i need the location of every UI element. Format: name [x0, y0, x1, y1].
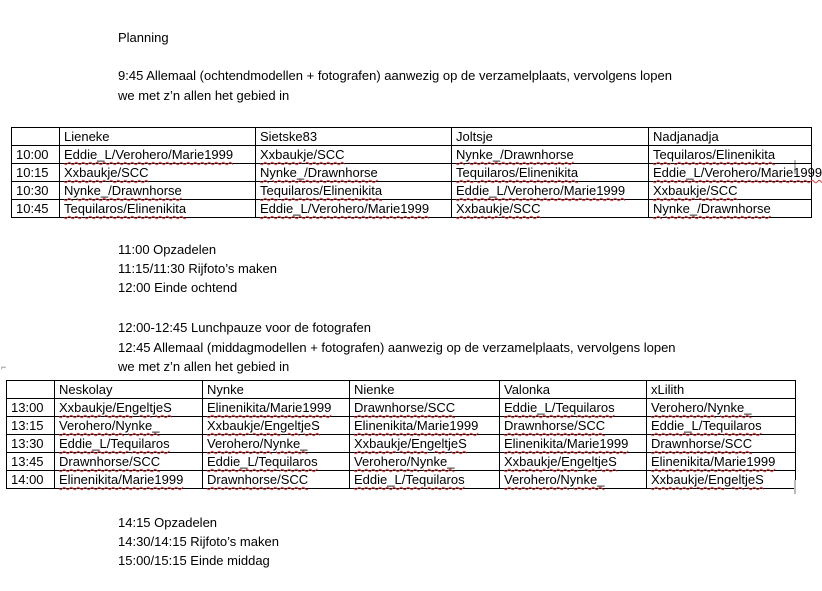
header-cell: xLilith	[647, 381, 796, 399]
table-anchor-marker: ⌐	[1, 362, 7, 372]
assignment-cell: Verohero/Nynke_	[55, 417, 203, 435]
time-cell: 13:00	[7, 399, 55, 417]
assignment-cell: Xxbaukje/SCC	[256, 146, 452, 164]
table-header-row	[12, 128, 812, 146]
assignment-cell: Drawnhorse/SCC	[55, 453, 203, 471]
assignment-cell: Elinenikita/Marie1999	[500, 435, 647, 453]
riding-photos-morning: 11:15/11:30 Rijfoto’s maken	[118, 261, 277, 276]
riding-photos-afternoon: 14:30/14:15 Rijfoto’s maken	[118, 534, 279, 549]
assignment-cell: Eddie_L/Verohero/Marie1999	[649, 164, 812, 182]
assignment-cell: Xxbaukje/EngeltjeS	[350, 435, 500, 453]
assignment-cell: Nynke_/Drawnhorse	[649, 200, 812, 218]
table-row	[12, 200, 812, 218]
table-row	[12, 182, 812, 200]
intro-line-1: 9:45 Allemaal (ochtendmodellen + fotografen) aanwezig op de verzamelplaats, vervolgens lopen	[118, 68, 672, 83]
table-header-row	[7, 381, 796, 399]
assignment-cell: Verohero/Nynke_	[203, 435, 350, 453]
header-cell: Sietske83	[256, 128, 452, 146]
assignment-cell: Eddie_L/Verohero/Marie1999	[452, 182, 649, 200]
assignment-cell: Eddie_L/Tequilaros	[350, 471, 500, 489]
assignment-cell: Xxbaukje/EngeltjeS	[55, 399, 203, 417]
header-cell: Nadjanadja	[649, 128, 812, 146]
assignment-cell: Eddie_L/Tequilaros	[647, 417, 796, 435]
time-cell: 10:15	[12, 164, 60, 182]
assignment-cell: Tequilaros/Elinenikita	[256, 182, 452, 200]
assignment-cell: Verohero/Nynke_	[647, 399, 796, 417]
table-row	[7, 435, 796, 453]
time-cell: 10:45	[12, 200, 60, 218]
assignment-cell: Eddie_L/Verohero/Marie1999	[60, 146, 256, 164]
header-cell: Lieneke	[60, 128, 256, 146]
afternoon-line-2: we met z’n allen het gebied in	[118, 359, 290, 374]
header-cell: Valonka	[500, 381, 647, 399]
assignment-cell: Eddie_L/Verohero/Marie1999	[256, 200, 452, 218]
table-row	[7, 453, 796, 471]
time-cell: 10:00	[12, 146, 60, 164]
end-afternoon: 15:00/15:15 Einde middag	[118, 553, 270, 568]
assignment-cell: Xxbaukje/EngeltjeS	[500, 453, 647, 471]
assignment-cell: Elinenikita/Marie1999	[350, 417, 500, 435]
table-row	[7, 417, 796, 435]
assignment-cell: Eddie_L/Tequilaros	[203, 453, 350, 471]
header-cell: Neskolay	[55, 381, 203, 399]
header-cell: Joltsje	[452, 128, 649, 146]
assignment-cell: Nynke_/Drawnhorse	[60, 182, 256, 200]
morning-schedule-table	[11, 127, 822, 218]
assignment-cell: Verohero/Nynke_	[350, 453, 500, 471]
table-row	[12, 164, 812, 182]
assignment-cell: Verohero/Nynke_	[500, 471, 647, 489]
saddle-up-afternoon: 14:15 Opzadelen	[118, 515, 218, 530]
time-cell: 13:30	[7, 435, 55, 453]
header-cell	[12, 128, 60, 146]
lunch-break: 12:00-12:45 Lunchpauze voor de fotografen	[118, 320, 371, 335]
assignment-cell: Drawnhorse/SCC	[647, 435, 796, 453]
assignment-cell: Drawnhorse/SCC	[203, 471, 350, 489]
assignment-cell: Nynke_/Drawnhorse	[452, 146, 649, 164]
header-cell	[7, 381, 55, 399]
afternoon-schedule-table	[6, 380, 796, 489]
header-cell: Nienke	[350, 381, 500, 399]
table-row	[7, 399, 796, 417]
header-cell: Nynke	[203, 381, 350, 399]
assignment-cell: Xxbaukje/SCC	[649, 182, 812, 200]
doc-title: Planning	[118, 30, 169, 45]
assignment-cell: Xxbaukje/SCC	[60, 164, 256, 182]
assignment-cell: Elinenikita/Marie1999	[647, 453, 796, 471]
time-cell: 13:45	[7, 453, 55, 471]
assignment-cell: Eddie_L/Tequilaros	[55, 435, 203, 453]
table-row	[12, 146, 812, 164]
assignment-cell: Elinenikita/Marie1999	[55, 471, 203, 489]
afternoon-line-1: 12:45 Allemaal (middagmodellen + fotografen) aanwezig op de verzamelplaats, vervolgens lopen	[118, 340, 676, 355]
table-row	[7, 471, 796, 489]
time-cell: 10:30	[12, 182, 60, 200]
assignment-cell: Xxbaukje/EngeltjeS	[203, 417, 350, 435]
time-cell: 13:15	[7, 417, 55, 435]
assignment-cell: Drawnhorse/SCC	[500, 417, 647, 435]
assignment-cell: Tequilaros/Elinenikita	[452, 164, 649, 182]
assignment-cell: Nynke_/Drawnhorse	[256, 164, 452, 182]
assignment-cell: Eddie_L/Tequilaros	[500, 399, 647, 417]
assignment-cell: Drawnhorse/SCC	[350, 399, 500, 417]
assignment-cell: Xxbaukje/EngeltjeS	[647, 471, 796, 489]
margin-marker-2	[794, 480, 796, 494]
intro-line-2: we met z’n allen het gebied in	[118, 88, 290, 103]
assignment-cell: Xxbaukje/SCC	[452, 200, 649, 218]
saddle-up-morning: 11:00 Opzadelen	[118, 242, 217, 257]
time-cell: 14:00	[7, 471, 55, 489]
end-morning: 12:00 Einde ochtend	[118, 280, 238, 295]
assignment-cell: Elinenikita/Marie1999	[203, 399, 350, 417]
assignment-cell: Tequilaros/Elinenikita	[649, 146, 812, 164]
assignment-cell: Tequilaros/Elinenikita	[60, 200, 256, 218]
